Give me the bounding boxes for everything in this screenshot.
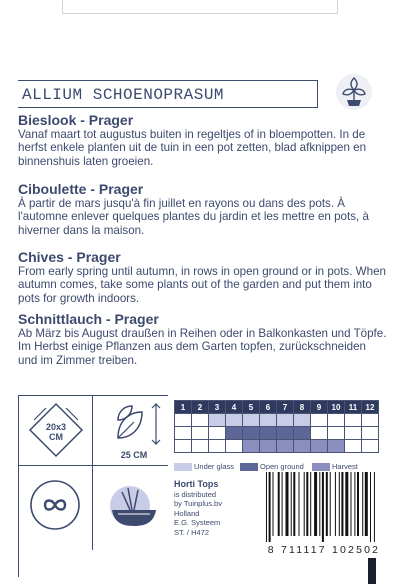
sowing-calendar <box>174 400 379 453</box>
calendar-cell-under-glass-12 <box>362 414 379 427</box>
barcode-bar <box>299 472 300 536</box>
section-german <box>18 311 388 367</box>
calendar-cell-under-glass-1 <box>175 414 192 427</box>
section-heading: Schnittlauch - Prager <box>18 311 159 327</box>
section-text: Ab März bis August draußen in Reihen oder in Balkonkasten und Töpfe. Im Herbst einige Pflanzen aus dem Garten topfen, zurückschneiden und im Zimmer treiben. <box>18 327 387 367</box>
left-border-line <box>18 395 19 577</box>
distributor-line: E.G. Systeem <box>174 518 221 527</box>
distributor-brand: Horti Tops <box>174 479 219 489</box>
calendar-cell-harvest-3 <box>209 440 226 453</box>
month-label: 8 <box>294 401 311 414</box>
section-text: Vanaf maart tot augustus buiten in regeltjes of in bloempotten. In de herfst enkele planten uit de tuin in een pot zetten, blad afknippen en binnenshuis laten groeien. <box>18 128 367 168</box>
month-label: 12 <box>362 401 379 414</box>
barcode-bar <box>357 472 359 536</box>
barcode-bar <box>269 472 271 542</box>
calendar-cell-open-ground-7 <box>277 427 294 440</box>
barcode-bar <box>322 472 324 542</box>
distributor-info <box>174 480 222 537</box>
calendar-cell-open-ground-10 <box>328 427 345 440</box>
calendar-under-glass-row <box>175 414 379 427</box>
height-label: 25 CM <box>120 450 148 460</box>
barcode-bar <box>374 472 375 542</box>
calendar-cell-under-glass-2 <box>192 414 209 427</box>
month-label: 2 <box>192 401 209 414</box>
barcode-bar <box>286 472 289 536</box>
bottom-edge-strip <box>368 558 376 584</box>
month-label: 9 <box>311 401 328 414</box>
calendar-cell-under-glass-9 <box>311 414 328 427</box>
barcode-bar <box>339 472 340 536</box>
height-leaf-icon <box>110 400 166 448</box>
calendar-months-row <box>175 401 379 414</box>
barcode-bar <box>326 472 328 536</box>
calendar-cell-harvest-11 <box>345 440 362 453</box>
calendar-cell-under-glass-10 <box>328 414 345 427</box>
section-dutch <box>18 112 388 168</box>
calendar-cell-under-glass-4 <box>226 414 243 427</box>
legend-harvest-label: Harvest <box>332 462 358 471</box>
month-label: 10 <box>328 401 345 414</box>
calendar-cell-open-ground-3 <box>209 427 226 440</box>
calendar-cell-harvest-1 <box>175 440 192 453</box>
barcode-bar <box>345 472 348 536</box>
calendar-cell-open-ground-11 <box>345 427 362 440</box>
section-text: From early spring until autumn, in rows in open ground or in pots. When autumn comes, take some plants out of the garden and put them into pots for growth indoors. <box>18 265 386 305</box>
legend-under-glass-label: Under glass <box>194 462 235 471</box>
barcode-bar <box>273 472 274 536</box>
barcode-bar <box>282 472 283 536</box>
barcode-bar <box>351 472 352 536</box>
calendar-cell-harvest-6 <box>260 440 277 453</box>
calendar-cell-harvest-5 <box>243 440 260 453</box>
calendar-cell-under-glass-7 <box>277 414 294 427</box>
species-title: ALLIUM SCHOENOPRASUM <box>22 86 225 104</box>
barcode-bar <box>314 472 317 536</box>
barcode-bar <box>365 472 368 536</box>
calendar-cell-under-glass-8 <box>294 414 311 427</box>
top-fold-box <box>62 0 338 14</box>
month-label: 5 <box>243 401 260 414</box>
icon-panel-mid-rule <box>18 465 168 466</box>
calendar-cell-under-glass-3 <box>209 414 226 427</box>
spacing-label-line1: 20x3 <box>45 422 67 432</box>
month-label: 7 <box>277 401 294 414</box>
section-heading: Ciboulette - Prager <box>18 181 144 197</box>
section-english <box>18 249 388 305</box>
barcode-bar <box>319 472 320 536</box>
section-heading: Chives - Prager <box>18 249 121 265</box>
calendar-cell-harvest-10 <box>328 440 345 453</box>
calendar-cell-harvest-12 <box>362 440 379 453</box>
section-heading: Bieslook - Prager <box>18 112 134 128</box>
calendar-cell-open-ground-12 <box>362 427 379 440</box>
calendar-cell-open-ground-4 <box>226 427 243 440</box>
calendar-cell-open-ground-6 <box>260 427 277 440</box>
icon-panel-top-rule <box>18 395 168 396</box>
spacing-label <box>40 422 72 442</box>
month-label: 6 <box>260 401 277 414</box>
month-label: 4 <box>226 401 243 414</box>
calendar-open-ground-row <box>175 427 379 440</box>
calendar-cell-harvest-7 <box>277 440 294 453</box>
calendar-cell-under-glass-11 <box>345 414 362 427</box>
legend-swatch-open-ground <box>240 463 258 471</box>
barcode-bar <box>341 472 343 536</box>
barcode-bar <box>335 472 336 536</box>
barcode-bar <box>370 472 371 542</box>
barcode-number: 8 711117 102502 <box>267 544 381 556</box>
calendar-cell-open-ground-8 <box>294 427 311 440</box>
spacing-label-line2: CM <box>49 432 63 442</box>
calendar-cell-open-ground-5 <box>243 427 260 440</box>
calendar-cell-open-ground-9 <box>311 427 328 440</box>
plant-perennial-icon <box>334 72 374 112</box>
barcode-bar <box>310 472 311 536</box>
calendar-cell-harvest-2 <box>192 440 209 453</box>
icon-panel-divider <box>92 395 93 550</box>
barcode-bar <box>293 472 295 536</box>
barcode-bar <box>278 472 280 536</box>
distributor-line: Holland <box>174 508 200 518</box>
legend-swatch-under-glass <box>174 463 192 471</box>
calendar-cell-harvest-8 <box>294 440 311 453</box>
distributor-line: is distributed <box>174 489 217 499</box>
calendar-cell-harvest-9 <box>311 440 328 453</box>
barcode-bar <box>330 472 331 536</box>
distributor-line: ST. / H472 <box>174 527 210 537</box>
calendar-cell-under-glass-5 <box>243 414 260 427</box>
barcode-bar <box>354 472 355 536</box>
vegetable-basket-icon <box>104 480 164 532</box>
legend-open-ground-label: Open ground <box>260 462 304 471</box>
barcode-bar <box>306 472 308 536</box>
month-label: 11 <box>345 401 362 414</box>
distributor-line: by Tuinplus.bv <box>174 499 222 508</box>
ean-barcode <box>262 470 386 542</box>
month-label: 3 <box>209 401 226 414</box>
barcode-bar <box>304 472 305 536</box>
section-text: À partir de mars jusqu'à fin juillet en rayons ou dans des pots. À l'automne enlever quelques plantes du jardin et les mettre en pots, à hiverner dans la maison. <box>18 197 369 237</box>
barcode-bar <box>291 472 292 536</box>
section-french <box>18 181 388 237</box>
infinity-perennial-icon <box>28 478 82 532</box>
barcode-bar <box>362 472 363 536</box>
legend-under-glass <box>174 462 234 471</box>
calendar-cell-under-glass-6 <box>260 414 277 427</box>
calendar-cell-harvest-4 <box>226 440 243 453</box>
month-label: 1 <box>175 401 192 414</box>
calendar-harvest-row <box>175 440 379 453</box>
barcode-bar <box>266 472 267 542</box>
calendar-cell-open-ground-1 <box>175 427 192 440</box>
calendar-cell-open-ground-2 <box>192 427 209 440</box>
